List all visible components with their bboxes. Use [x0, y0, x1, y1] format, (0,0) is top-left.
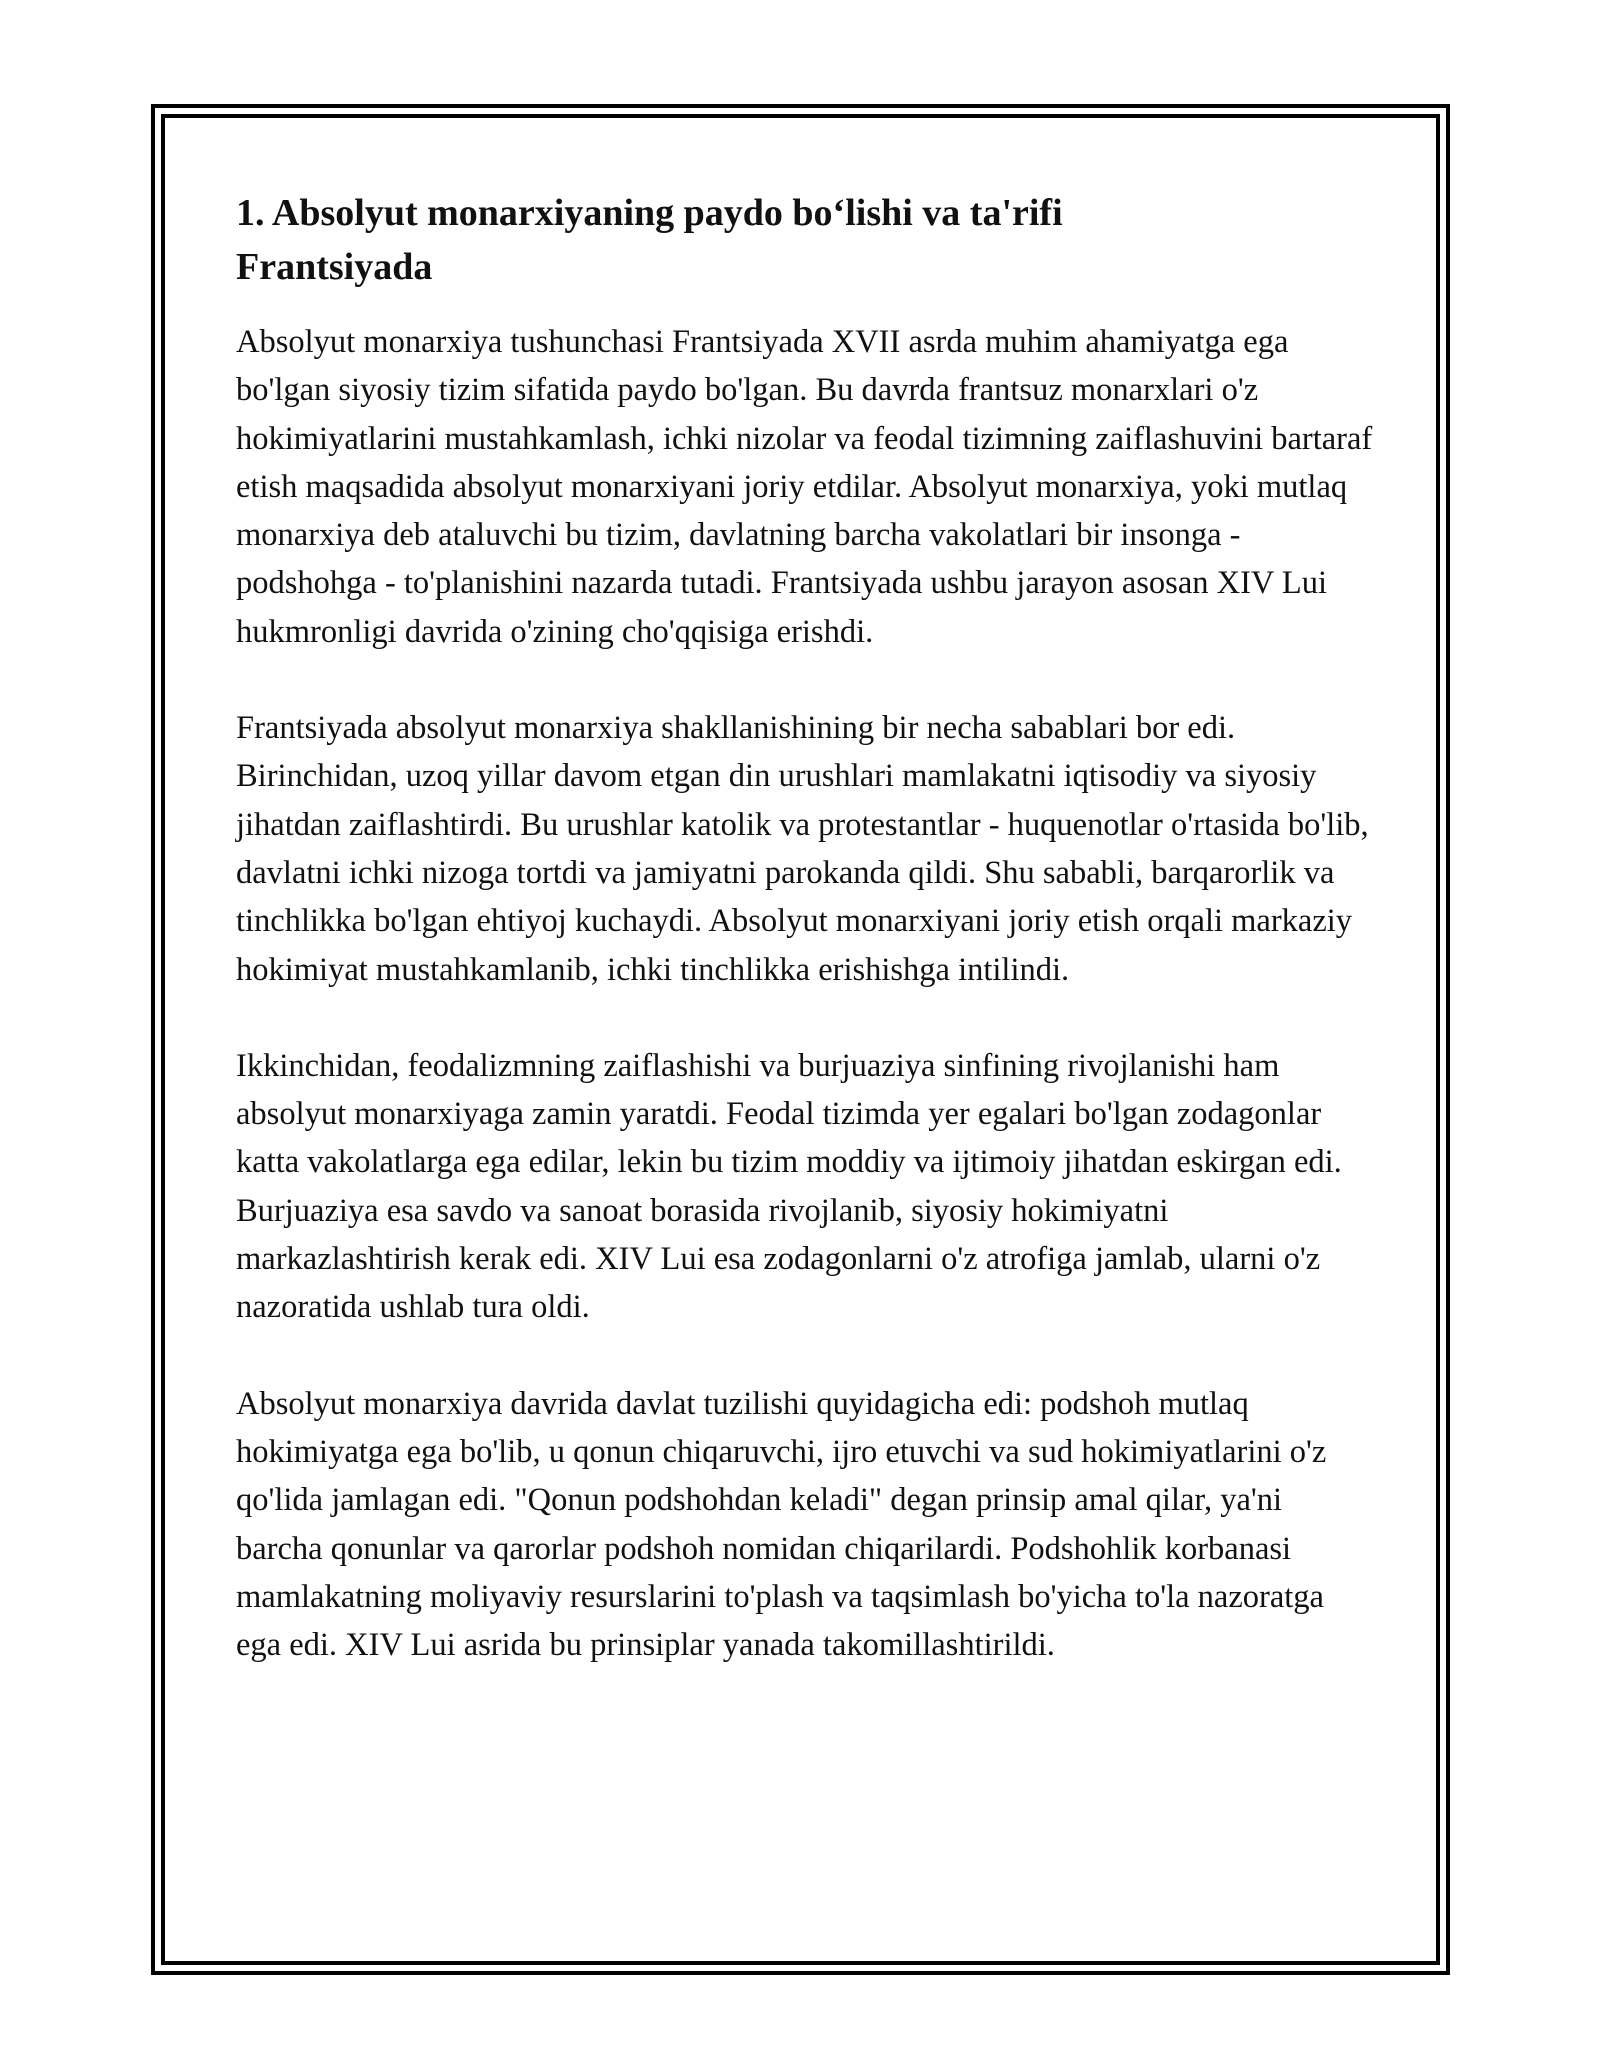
paragraph-3: Ikkinchidan, feodalizmning zaiflashishi va burjuaziya sinfining rivojlanishi ham absolyut monarxiyaga zamin yaratdi. Feodal tizimda yer egalari bo'lgan zodagonlar katta vakolatlarga ega edilar, lekin bu tizim moddiy va ijtimoiy jihatdan eskirgan edi. Burjuaziya esa savdo va sanoat borasida rivojlanib, siyosiy hokimiyatni markazlashtirish kerak edi. XIV Lui esa zodagonlarni o'z atrofiga jamlab, ularni o'z nazoratida ushlab tura oldi.: [236, 1047, 1342, 1326]
paragraph-1: Absolyut monarxiya tushunchasi Frantsiyada XVII asrda muhim ahamiyatga ega bo'lgan siyosiy tizim sifatida paydo bo'lgan. Bu davrda frantsuz monarxlari o'z hokimiyatlarini mustahkamlash, ichki nizolar va feodal tizimning zaiflashuvini bartaraf etish maqsadida absolyut monarxiyani joriy etdilar. Absolyut monarxiya, yoki mutlaq monarxiya deb ataluvchi bu tizim, davlatning barcha vakolatlari bir insonga - podshohga - to'planishini nazarda tutadi. Frantsiyada ushbu jarayon asosan XIV Lui hukmronligi davrida o'zining cho'qqisiga erishdi.: [236, 324, 1373, 650]
document-body: [236, 186, 1376, 1717]
section-heading: [236, 186, 1376, 294]
paragraph-4: Absolyut monarxiya davrida davlat tuzilishi quyidagicha edi: podshoh mutlaq hokimiyatga ega bo'lib, u qonun chiqaruvchi, ijro etuvchi va sud hokimiyatlarini o'z qo'lida jamlagan edi. "Qonun podshohdan keladi" degan prinsip amal qilar, ya'ni barcha qonunlar va qarorlar podshoh nomidan chiqarilardi. Podshohlik korbanasi mamlakatning moliyaviy resurslarini to'plash va taqsimlash bo'yicha to'la nazoratga ega edi. XIV Lui asrida bu prinsiplar yanada takomillashtirildi.: [236, 1385, 1327, 1664]
section-heading-line-2: Frantsiyada: [236, 246, 433, 288]
paragraph-2: Frantsiyada absolyut monarxiya shakllanishining bir necha sabablari bor edi. Birinchidan, uzoq yillar davom etgan din urushlari mamlakatni iqtisodiy va siyosiy jihatdan zaiflashtirdi. Bu urushlar katolik va protestantlar - huquenotlar o'rtasida bo'lib, davlatni ichki nizoga tortdi va jamiyatni parokanda qildi. Shu sababli, barqarorlik va tinchlikka bo'lgan ehtiyoj kuchaydi. Absolyut monarxiyani joriy etish orqali markaziy hokimiyat mustahkamlanib, ichki tinchlikka erishishga intilindi.: [236, 710, 1369, 988]
section-heading-line-1: 1. Absolyut monarxiyaning paydo boʻlishi va ta'rifi: [236, 192, 1063, 234]
